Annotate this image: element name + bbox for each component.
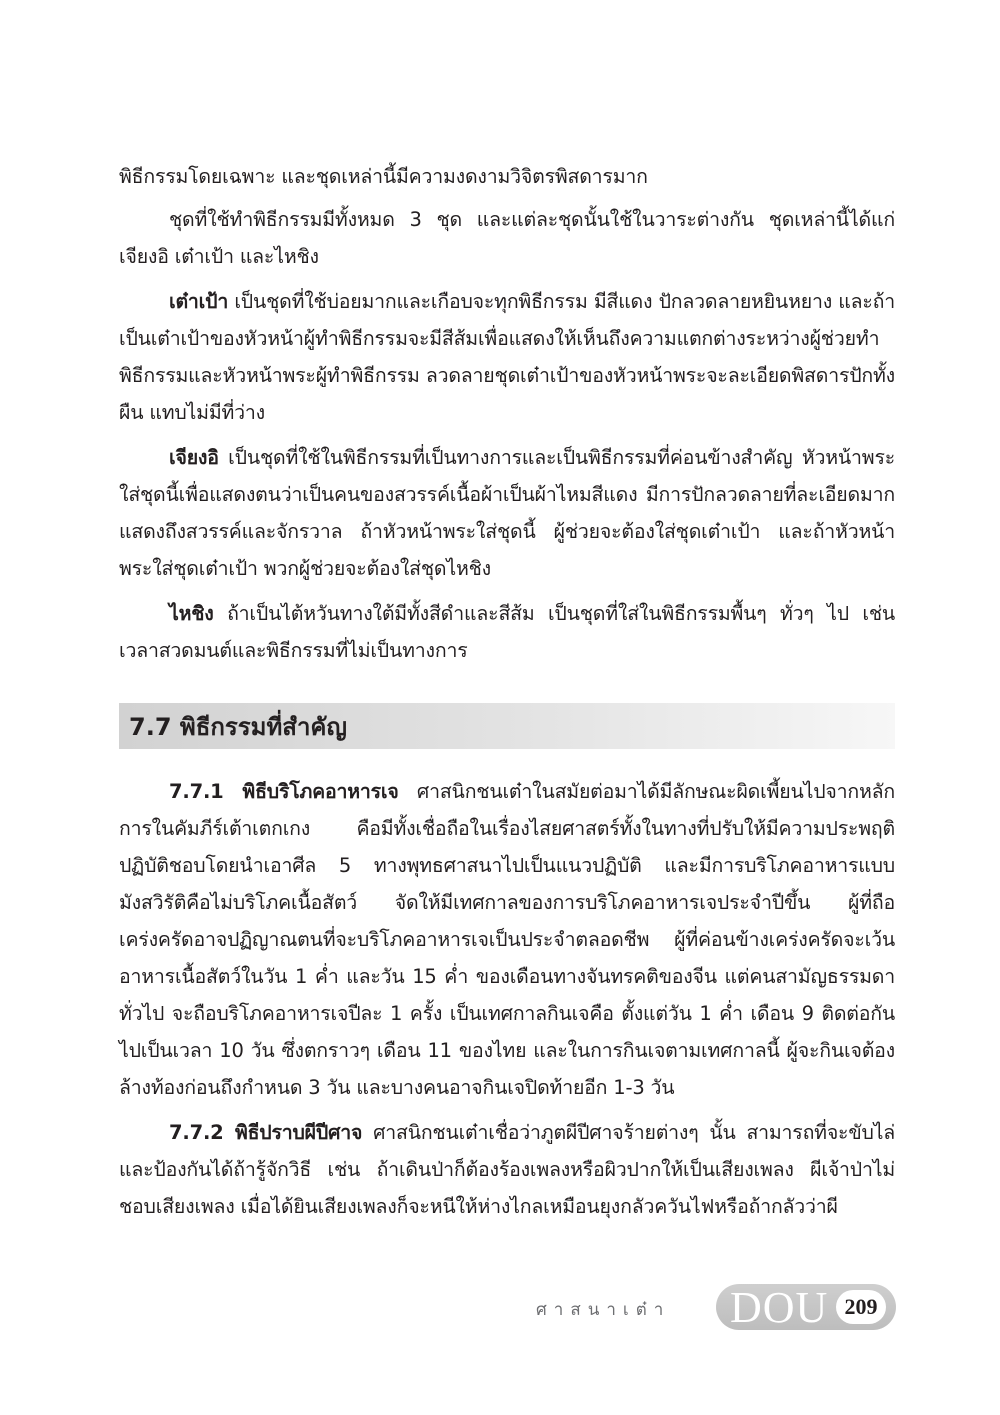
- paragraph-vegetarian: [119, 773, 895, 1106]
- footer-book-title: ศาสนาเต๋า: [536, 1300, 671, 1320]
- paragraph-exorcism: [119, 1114, 895, 1225]
- term-haiching: ไหชิง: [169, 602, 214, 625]
- dou-logo: DOU: [730, 1283, 829, 1332]
- section-heading: 7.7 พิธีกรรมที่สำคัญ: [119, 703, 895, 749]
- paragraph-taopao: [119, 283, 895, 431]
- term-jiangyi: เจียงอิ: [169, 446, 219, 469]
- exorcism-description: ศาสนิกชนเต๋าเชื่อว่าภูตผีปีศาจร้ายต่างๆ นั้น สามารถที่จะขับไล่และป้องกันได้ถ้ารู้จักวิธี เช่น ถ้าเดินป่าก็ต้องร้องเพลงหรือผิวปากให้เป็นเสียงเพลง ผีเจ้าป่าไม่ชอบเสียงเพลง เมื่อได้ยินเสียงเพลงก็จะหนีให้ห่างไกลเหมือนยุงกลัวควันไฟหรือถ้ากลัวว่าผี: [119, 1121, 895, 1218]
- page-number: 209: [836, 1290, 886, 1324]
- term-taopao: เต๋าเป้า: [169, 290, 229, 313]
- haiching-description: ถ้าเป็นไต้หวันทางใต้มีทั้งสีดำและสีส้ม เป็นชุดที่ใส่ในพิธีกรรมพื้นๆ ทั่วๆ ไป เช่น เวลาสวดมนต์และพิธีกรรมที่ไม่เป็นทางการ: [119, 602, 895, 662]
- term-exorcism: 7.7.2 พิธีปราบผีปีศาจ: [169, 1121, 363, 1144]
- term-vegetarian: 7.7.1 พิธีบริโภคอาหารเจ: [169, 780, 399, 803]
- paragraph-intro: พิธีกรรมโดยเฉพาะ และชุดเหล่านี้มีความงดงามวิจิตรพิสดารมาก: [119, 165, 648, 188]
- taopao-description: เป็นชุดที่ใช้บ่อยมากและเกือบจะทุกพิธีกรรม มีสีแดง ปักลวดลายหยินหยาง และถ้าเป็นเต๋าเป้าของหัวหน้าผู้ทำพิธีกรรมจะมีสีส้มเพื่อแสดงให้เห็นถึงความแตกต่างระหว่างผู้ช่วยทำพิธีกรรมและหัวหน้าพระผู้ทำพิธีกรรม ลวดลายชุดเต๋าเป้าของหัวหน้าพระจะละเอียดพิสดารปักทั้งผืน แทบไม่มีที่ว่าง: [119, 290, 895, 424]
- paragraph-jiangyi: [119, 439, 895, 587]
- paragraph-haiching: [119, 595, 895, 669]
- vegetarian-description: ศาสนิกชนเต๋าในสมัยต่อมาได้มีลักษณะผิดเพี้ยนไปจากหลักการในคัมภีร์เต้าเตกเกง คือมีทั้งเชื่อถือในเรื่องไสยศาสตร์ทั้งในทางที่ปรับให้มีความประพฤติปฏิบัติชอบโดยนำเอาศีล 5 ทางพุทธศาสนาไปเป็นแนวปฏิบัติ และมีการบริโภคอาหารแบบมังสวิรัติคือไม่บริโภคเนื้อสัตว์ จัดให้มีเทศกาลของการบริโภคอาหารเจประจำปีขึ้น ผู้ที่ถือเคร่งครัดอาจปฏิญาณตนที่จะบริโภคอาหารเจเป็นประจำตลอดชีพ ผู้ที่ค่อนข้างเคร่งครัดจะเว้นอาหารเนื้อสัตว์ในวัน 1 ค่ำ และวัน 15 ค่ำ ของเดือนทางจันทรคติของจีน แต่คนสามัญธรรมดาทั่วไป จะถือบริโภคอาหารเจปีละ 1 ครั้ง เป็นเทศกาลกินเจคือ ตั้งแต่วัน 1 ค่ำ เดือน 9 ติดต่อกันไปเป็นเวลา 10 วัน ซึ่งตกราวๆ เดือน 11 ของไทย และในการกินเจตามเทศกาลนี้ ผู้จะกินเจต้องล้างท้องก่อนถึงกำหนด 3 วัน และบางคนอาจกินเจปิดท้ายอีก 1-3 วัน: [119, 780, 895, 1099]
- paragraph-sets: ชุดที่ใช้ทำพิธีกรรมมีทั้งหมด 3 ชุด และแต่ละชุดนั้นใช้ในวาระต่างกัน ชุดเหล่านี้ได้แก่ เจียงอิ เต๋าเป้า และไหชิง: [119, 208, 895, 268]
- page-content: [119, 158, 895, 1233]
- jiangyi-description: เป็นชุดที่ใช้ในพิธีกรรมที่เป็นทางการและเป็นพิธีกรรมที่ค่อนข้างสำคัญ หัวหน้าพระใส่ชุดนี้เพื่อแสดงตนว่าเป็นคนของสวรรค์เนื้อผ้าเป็นผ้าไหมสีแดง มีการปักลวดลายที่ละเอียดมากแสดงถึงสวรรค์และจักรวาล ถ้าหัวหน้าพระใส่ชุดนี้ ผู้ช่วยจะต้องใส่ชุดเต๋าเป้า และถ้าหัวหน้า พระใส่ชุดเต๋าเป้า พวกผู้ช่วยจะต้องใส่ชุดไหชิง: [119, 446, 895, 580]
